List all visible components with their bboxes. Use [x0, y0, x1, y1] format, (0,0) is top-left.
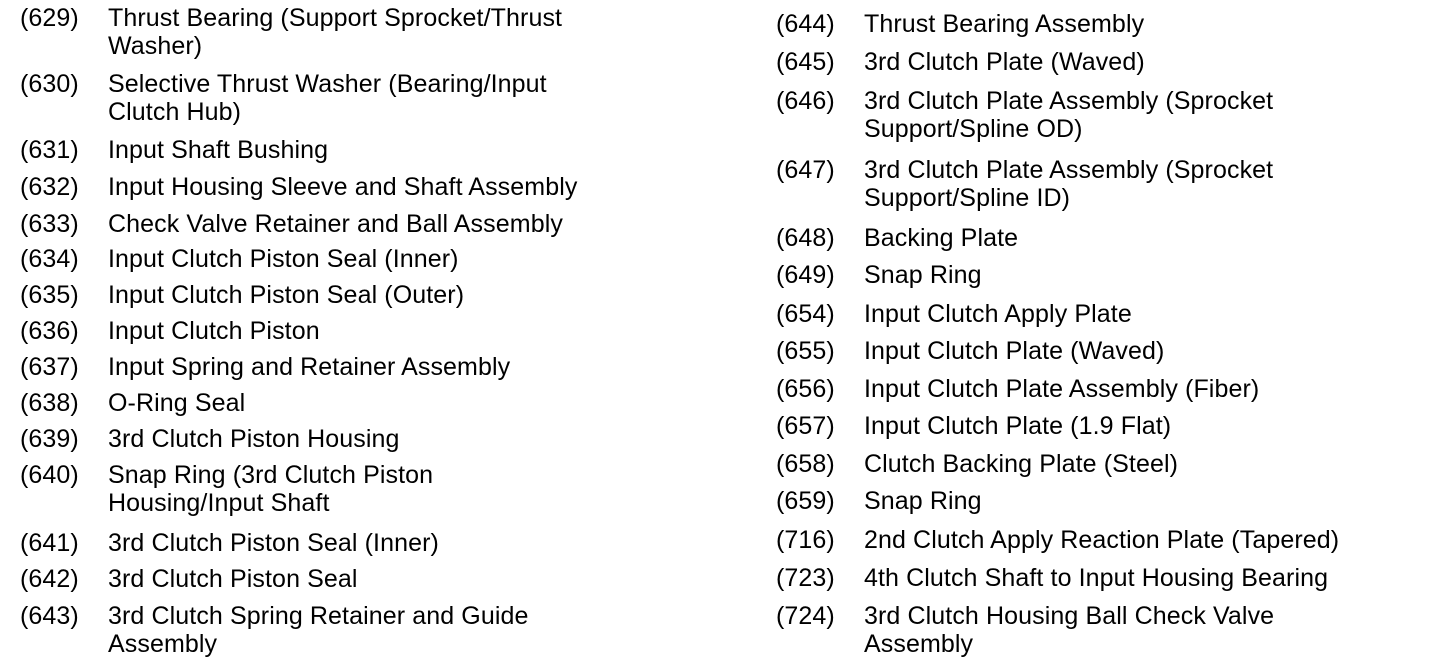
part-description: Input Clutch Plate Assembly (Fiber): [864, 375, 1260, 403]
part-description: Input Clutch Piston Seal (Outer): [108, 281, 465, 309]
list-item: [20, 389, 245, 417]
list-item: [20, 245, 459, 273]
part-number: (638): [20, 389, 79, 417]
part-number: (647): [776, 156, 835, 184]
part-number: (630): [20, 70, 79, 98]
part-number: (641): [20, 529, 79, 557]
list-item: [776, 300, 1132, 328]
part-description: 3rd Clutch Plate (Waved): [864, 48, 1145, 76]
part-description: Snap Ring: [864, 487, 982, 515]
list-item: [20, 281, 464, 309]
part-number: (636): [20, 317, 79, 345]
part-number: (656): [776, 375, 835, 403]
part-description: Input Clutch Piston Seal (Inner): [108, 245, 459, 273]
part-number: (635): [20, 281, 79, 309]
list-item: [20, 461, 498, 517]
part-description: Snap Ring: [864, 261, 982, 289]
list-item: [776, 450, 1178, 478]
part-description: 3rd Clutch Piston Seal (Inner): [108, 529, 439, 557]
part-number: (645): [776, 48, 835, 76]
part-description: Input Clutch Plate (1.9 Flat): [864, 412, 1172, 440]
part-number: (659): [776, 487, 835, 515]
list-item: [776, 526, 1339, 554]
part-number: (629): [20, 4, 79, 32]
part-number: (632): [20, 173, 79, 201]
part-number: (637): [20, 353, 79, 381]
part-number: (658): [776, 450, 835, 478]
part-description: 4th Clutch Shaft to Input Housing Bearing: [864, 564, 1329, 592]
part-description: 3rd Clutch Plate Assembly (Sprocket Support/Spline OD): [864, 87, 1274, 143]
list-item: [20, 70, 608, 126]
part-number: (639): [20, 425, 79, 453]
list-item: [20, 4, 628, 60]
part-number: (642): [20, 565, 79, 593]
part-number: (648): [776, 224, 835, 252]
list-item: [776, 602, 1334, 658]
list-item: [20, 173, 577, 201]
part-number: (654): [776, 300, 835, 328]
part-number: (640): [20, 461, 79, 489]
list-item: [776, 10, 1144, 38]
part-number: (649): [776, 261, 835, 289]
part-description: 3rd Clutch Piston Housing: [108, 425, 400, 453]
list-item: [20, 565, 358, 593]
part-description: Thrust Bearing (Support Sprocket/Thrust Washer): [108, 4, 563, 60]
part-number: (655): [776, 337, 835, 365]
list-item: [20, 602, 598, 658]
part-number: (631): [20, 136, 79, 164]
list-item: [20, 529, 439, 557]
part-number: (633): [20, 210, 79, 238]
part-description: 3rd Clutch Piston Seal: [108, 565, 358, 593]
list-item: [776, 261, 982, 289]
part-description: Input Clutch Plate (Waved): [864, 337, 1165, 365]
list-item: [776, 156, 1344, 212]
list-item: [20, 136, 328, 164]
part-description: 3rd Clutch Plate Assembly (Sprocket Support/Spline ID): [864, 156, 1274, 212]
list-item: [776, 337, 1164, 365]
part-description: Selective Thrust Washer (Bearing/Input Clutch Hub): [108, 70, 547, 126]
part-number: (716): [776, 526, 835, 554]
list-item: [776, 564, 1328, 592]
part-number: (646): [776, 87, 835, 115]
list-item: [776, 487, 982, 515]
part-number: (643): [20, 602, 79, 630]
part-description: 3rd Clutch Spring Retainer and Guide Assembly: [108, 602, 529, 658]
part-number: (657): [776, 412, 835, 440]
part-description: Check Valve Retainer and Ball Assembly: [108, 210, 563, 238]
part-number: (644): [776, 10, 835, 38]
part-description: 3rd Clutch Housing Ball Check Valve Assembly: [864, 602, 1275, 658]
part-description: Backing Plate: [864, 224, 1019, 252]
part-description: Input Spring and Retainer Assembly: [108, 353, 511, 381]
part-description: Snap Ring (3rd Clutch Piston Housing/Input Shaft: [108, 461, 434, 517]
part-description: Input Shaft Bushing: [108, 136, 329, 164]
list-item: [20, 425, 400, 453]
part-description: Thrust Bearing Assembly: [864, 10, 1145, 38]
list-item: [776, 87, 1344, 143]
list-item: [20, 317, 320, 345]
part-number: (724): [776, 602, 835, 630]
part-number: (634): [20, 245, 79, 273]
part-description: Clutch Backing Plate (Steel): [864, 450, 1179, 478]
list-item: [776, 375, 1259, 403]
part-description: O-Ring Seal: [108, 389, 246, 417]
part-description: Input Clutch Apply Plate: [864, 300, 1132, 328]
list-item: [20, 353, 510, 381]
part-description: Input Housing Sleeve and Shaft Assembly: [108, 173, 578, 201]
part-description: Input Clutch Piston: [108, 317, 320, 345]
part-description: 2nd Clutch Apply Reaction Plate (Tapered): [864, 526, 1340, 554]
list-item: [776, 48, 1145, 76]
list-item: [776, 224, 1018, 252]
list-item: [20, 210, 563, 238]
list-item: [776, 412, 1171, 440]
part-number: (723): [776, 564, 835, 592]
